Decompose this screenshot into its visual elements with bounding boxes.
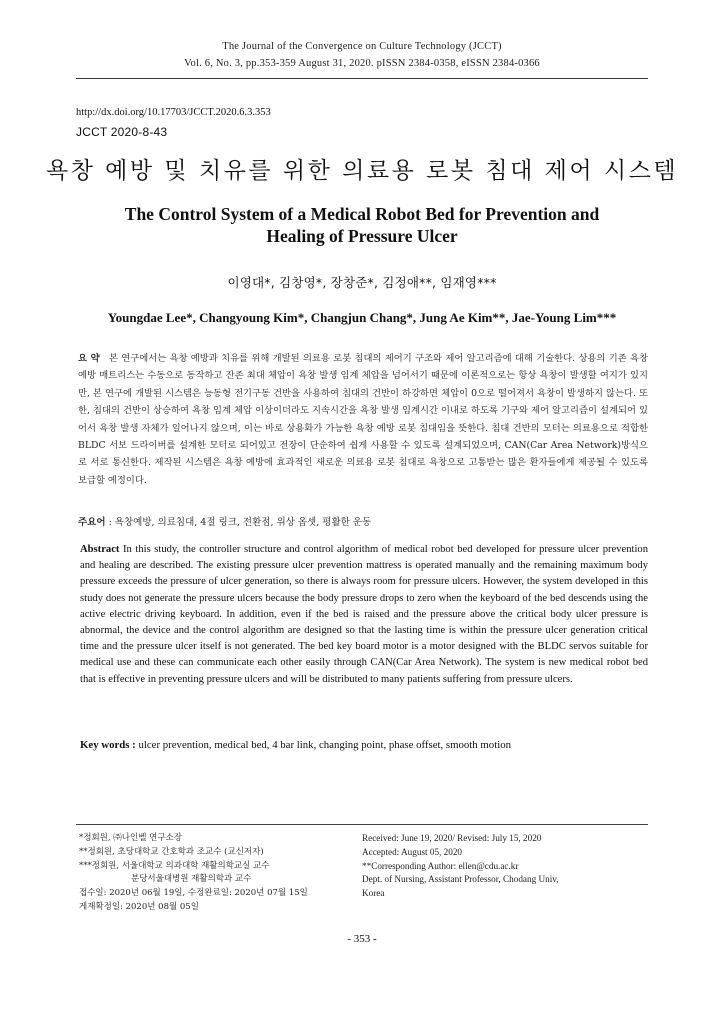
korean-keywords-label: 주요어 <box>78 517 106 528</box>
english-abstract-label: Abstract <box>80 544 120 555</box>
korean-abstract-label: 요 약 <box>78 353 100 364</box>
english-abstract <box>80 542 648 688</box>
author-affiliations <box>79 832 359 915</box>
english-title-line-1: The Control System of a Medical Robot Bed for Prevention and <box>124 204 600 224</box>
article-id: JCCT 2020-8-43 <box>76 125 168 139</box>
korean-abstract <box>78 350 648 489</box>
footnote-line: Accepted: August 05, 2020 <box>362 846 463 857</box>
footnote-line: 게재확정일: 2020년 08월 05일 <box>79 901 199 912</box>
english-abstract-text: In this study, the controller structure and control algorithm of medical robot bed developed for pressure ulcer prevention and healing are described. The existing pressure ulcer prevention mattress is operated manually and the remaining maximum body pressure exceeds the pressure of ulcer generation, so there is always room for pressure ulcers. However, the system developed in this study does not generate the pressure ulcers because the body pressure drops to zero when the keyboard of the bed descends using the active electric driving keyboard. In addition, even if the bed is raised and the pressure above the critical body ulcer pressure is abnormal, the device and the control algorithm are designed so that the lasting time is within the pressure ulcer generation critical time and the pressure ulcer itself is not generated. The bed key board motor is a motor designed with the BLDC servos suitable for medical use and these can communicate each other easily through CAN(Car Area Network). The system is new medical robot bed that is effective in preventing pressure ulcers and will be distributed to many patients suffering from pressure ulcers. <box>80 544 649 685</box>
footnote-line: 분당서울대병원 재활의학과 교수 <box>131 874 252 885</box>
footnote-divider <box>76 824 648 825</box>
footnote-line: 접수일: 2020년 06월 19일, 수정완료일: 2020년 07월 15일 <box>79 888 308 899</box>
english-authors: Youngdae Lee*, Changyoung Kim*, Changjun Chang*, Jung Ae Kim**, Jae-Young Lim*** <box>107 310 617 325</box>
korean-authors: 이영대*, 김창영*, 장창준*, 김정애**, 임재영*** <box>227 275 497 290</box>
english-keywords <box>80 739 648 751</box>
korean-keywords: 주요어 : 욕창예방, 의료침대, 4절 링크, 전환점, 위상 옵셋, 평활한 운동 <box>78 517 372 528</box>
english-keywords-text: ulcer prevention, medical bed, 4 bar link, changing point, phase offset, smooth motion <box>138 739 511 751</box>
footnote-line: *정회원, ㈜나인벨 연구소장 <box>79 833 182 843</box>
korean-title: 욕창 예방 및 치유를 위한 의료용 로봇 침대 제어 시스템 <box>45 158 679 184</box>
header-divider <box>76 78 648 79</box>
footnote-line: Dept. of Nursing, Assistant Professor, Chodang Univ, <box>362 874 559 885</box>
doi-link[interactable]: http://dx.doi.org/10.17703/JCCT.2020.6.3.353 <box>76 107 271 118</box>
volume-info: Vol. 6, No. 3, pp.353-359 August 31, 2020. pISSN 2384-0358, eISSN 2384-0366 <box>184 58 540 69</box>
submission-info <box>362 832 652 901</box>
english-title-line-2: Healing of Pressure Ulcer <box>266 226 458 246</box>
footnote-line: Korea <box>362 888 385 899</box>
footnote-line: **Corresponding Author: ellen@cdu.ac.kr <box>362 860 519 871</box>
english-title <box>76 203 648 247</box>
korean-abstract-text: 본 연구에서는 욕창 예방과 치유를 위해 개발된 의료용 로봇 침대의 제어기 구조와 제어 알고리즘에 대해 기술한다. 상용의 기존 욕창 예방 매트리스는 수동으로 동작하고 잔존 최대 체압이 욕창 발생 임계 체압을 넘어서기 때문에 이론적으로는 항상 욕창이 발생할 여지가 있지만, 본 연구에 개발된 시스템은 능동형 전기구동 건반을 사용하여 침대의 건반이 하강하면 체압이 0으로 떨어져서 욕창이 발생하지 않는다. 또한, 침대의 건반이 상승하여 욕창 임계 체압 이상이더라도 지속시간을 욕창 발생 임계시간 이내로 하도록 기구와 제어 알고리즘이 설계되어 있어서 욕창 발생 자체가 일어나지 않으며, 이는 바로 상용화가 가능한 욕창 예방 로봇 침대임을 뜻한다. 침대 건반의 모터는 의료용으로 적합한 BLDC 서보 드라이버를 설계한 모터로 되어있고 전장이 단순하여 쉽게 사용할 수 있도록 설계되었으며, CAN(Car Area Network)방식으로 서로 통신한다. 제작된 시스템은 욕창 예방에 효과적인 새로운 의료용 로봇 침대로 욕창으로 고통받는 많은 환자들에게 제공될 수 있도록 보급할 예정이다. <box>78 353 648 486</box>
page-number: - 353 - <box>347 933 377 945</box>
english-keywords-label: Key words : <box>80 739 136 751</box>
korean-keywords-text: 욕창예방, 의료침대, 4절 링크, 전환점, 위상 옵셋, 평활한 운동 <box>114 517 372 528</box>
footnote-line: **정회원, 초당대학교 간호학과 조교수 (교신저자) <box>79 846 264 857</box>
journal-name: The Journal of the Convergence on Culture Technology (JCCT) <box>222 41 502 52</box>
footnote-line: ***정회원, 서울대학교 의과대학 재활의학교실 교수 <box>79 860 270 871</box>
footnote-line: Received: June 19, 2020/ Revised: July 15, 2020 <box>362 833 542 843</box>
